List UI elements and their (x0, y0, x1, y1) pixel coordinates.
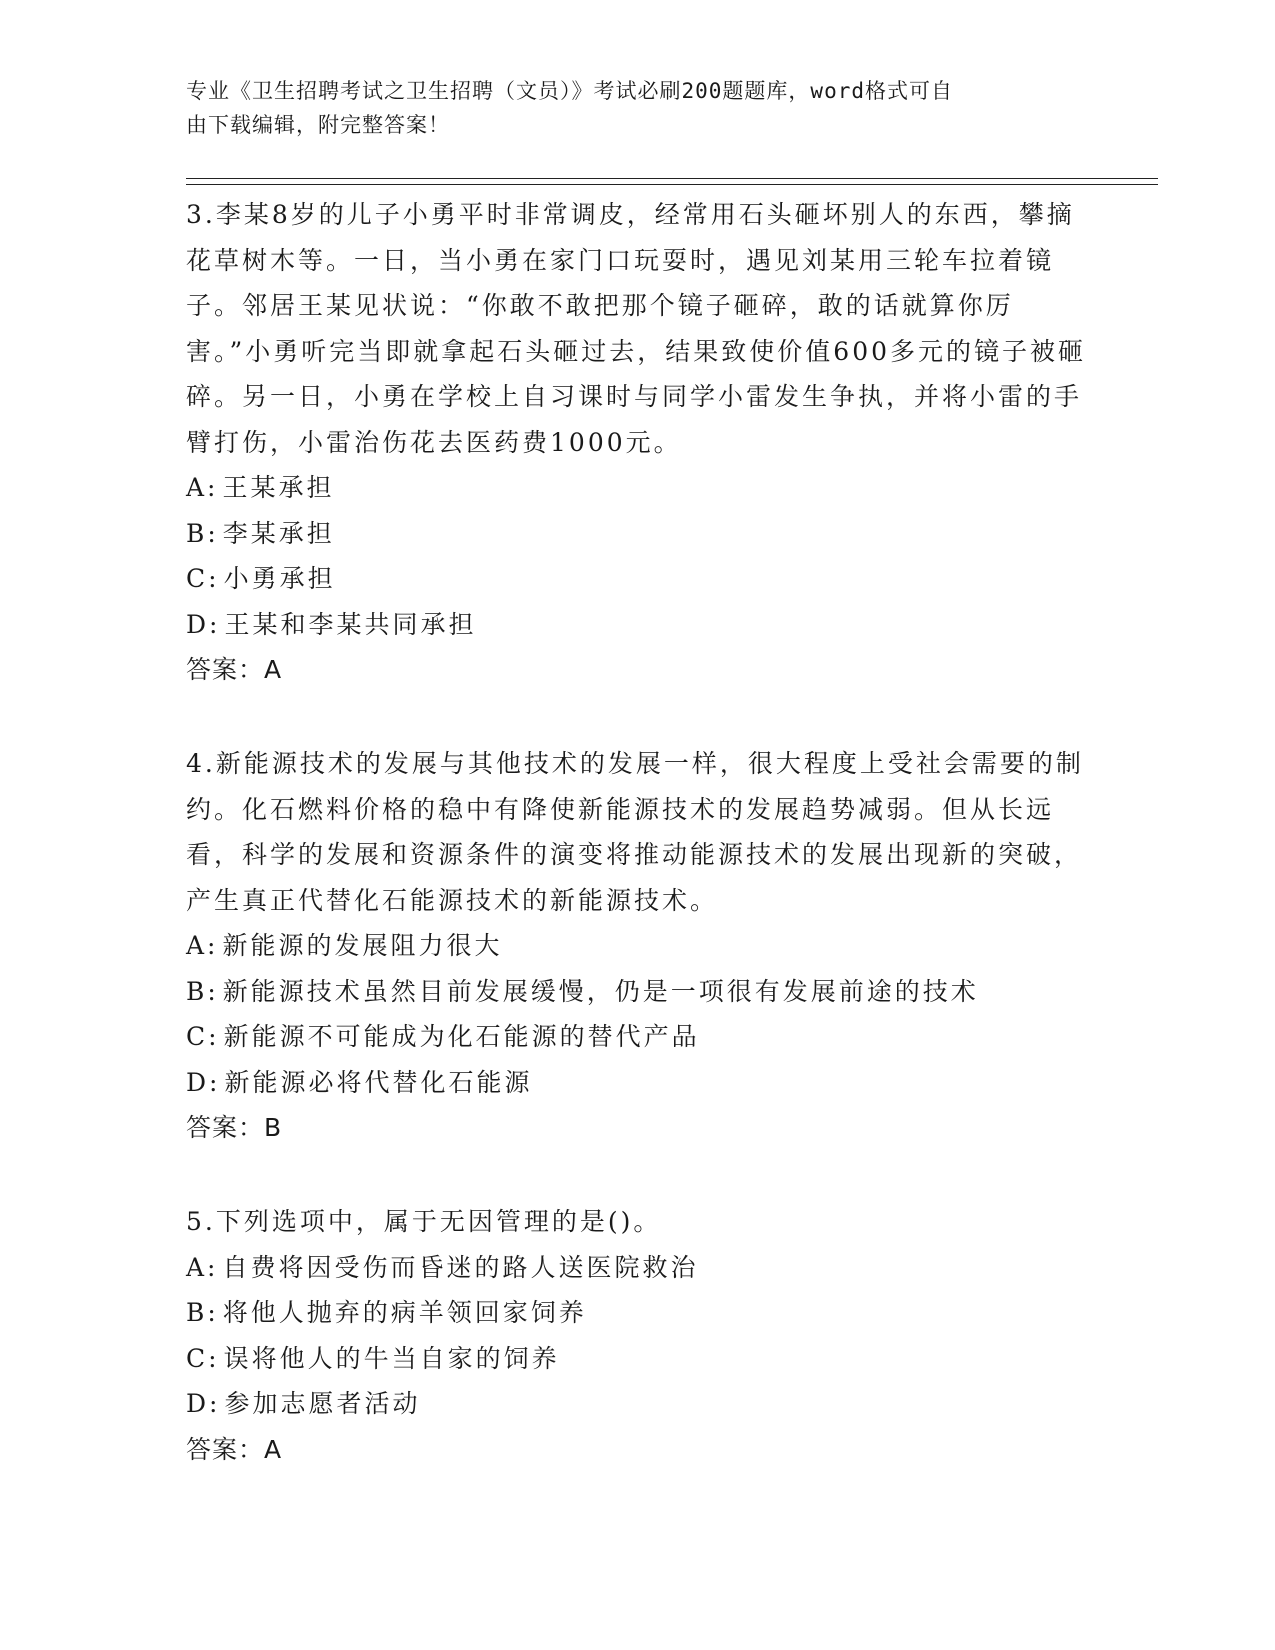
option-letter: D: (186, 609, 221, 639)
header-line-1: 专业《卫生招聘考试之卫生招聘（文员）》考试必刷200题题库，word格式可自 (186, 79, 953, 103)
option-d (186, 1381, 1086, 1427)
option-b (186, 511, 1086, 557)
option-letter: B: (186, 1298, 219, 1327)
question-3 (186, 192, 1086, 693)
option-letter: C: (186, 1022, 220, 1051)
option-d (186, 1060, 1086, 1106)
option-text: 新能源必将代替化石能源 (224, 1067, 533, 1097)
option-b (186, 1290, 1086, 1336)
option-text: 新能源的发展阻力很大 (222, 931, 503, 960)
option-letter: A: (186, 1252, 219, 1282)
option-letter: D: (186, 1389, 221, 1418)
question-stem: 5.下列选项中，属于无因管理的是()。 (186, 1207, 662, 1236)
option-text: 新能源技术虽然目前发展缓慢，仍是一项很有发展前途的技术 (222, 976, 979, 1006)
option-text: 小勇承担 (223, 564, 336, 593)
answer-label: 答案：B (186, 1113, 283, 1142)
option-text: 王某和李某共同承担 (224, 609, 477, 639)
option-list (186, 465, 1086, 647)
option-text: 将他人抛弃的病羊领回家饲养 (222, 1298, 587, 1327)
option-text: 王某承担 (222, 473, 335, 502)
header-divider-top (186, 178, 1158, 179)
option-a (186, 1245, 1086, 1291)
option-c (186, 556, 1086, 602)
header-divider-bottom (186, 184, 1158, 185)
option-a (186, 465, 1086, 511)
option-text: 参加志愿者活动 (224, 1389, 421, 1418)
option-text: 误将他人的牛当自家的饲养 (223, 1343, 560, 1373)
option-letter: B: (186, 518, 219, 548)
option-text: 新能源不可能成为化石能源的替代产品 (223, 1022, 700, 1051)
option-text: 自费将因受伤而昏迷的路人送医院救治 (222, 1252, 699, 1282)
question-4 (186, 741, 1086, 1151)
option-b (186, 969, 1086, 1015)
question-stem: 4.新能源技术的发展与其他技术的发展一样，很大程度上受社会需要的制约。化石燃料价格的稳中有降使新能源技术的发展趋势减弱。但从长远看，科学的发展和资源条件的演变将推动能源技术的发展出现新的突破，产生真正代替化石能源技术的新能源技术。 (186, 749, 1084, 915)
document-header (186, 74, 1066, 142)
option-list (186, 1245, 1086, 1427)
answer-label: 答案：A (186, 655, 283, 684)
option-c (186, 1336, 1086, 1382)
question-list (186, 192, 1086, 1521)
question-5 (186, 1199, 1086, 1473)
option-letter: C: (186, 1343, 220, 1373)
option-d (186, 602, 1086, 648)
option-letter: A: (186, 931, 219, 960)
option-list (186, 923, 1086, 1105)
option-letter: D: (186, 1067, 221, 1097)
option-letter: C: (186, 564, 220, 593)
answer-label: 答案：A (186, 1434, 283, 1464)
option-c (186, 1014, 1086, 1060)
option-letter: A: (186, 473, 219, 502)
option-a (186, 923, 1086, 969)
option-letter: B: (186, 976, 219, 1006)
header-line-2: 由下载编辑，附完整答案！ (186, 113, 450, 137)
question-stem: 3.李某8岁的儿子小勇平时非常调皮，经常用石头砸坏别人的东西，攀摘花草树木等。一日，当小勇在家门口玩耍时，遇见刘某用三轮车拉着镜子。邻居王某见状说：“你敢不敢把那个镜子砸碎，敢的话就算你厉害。”小勇听完当即就拿起石头砸过去，结果致使价值600多元的镜子被砸碎。另一日，小勇在学校上自习课时与同学小雷发生争执，并将小雷的手臂打伤，小雷治伤花去医药费1000元。 (186, 200, 1087, 457)
option-text: 李某承担 (222, 518, 335, 548)
